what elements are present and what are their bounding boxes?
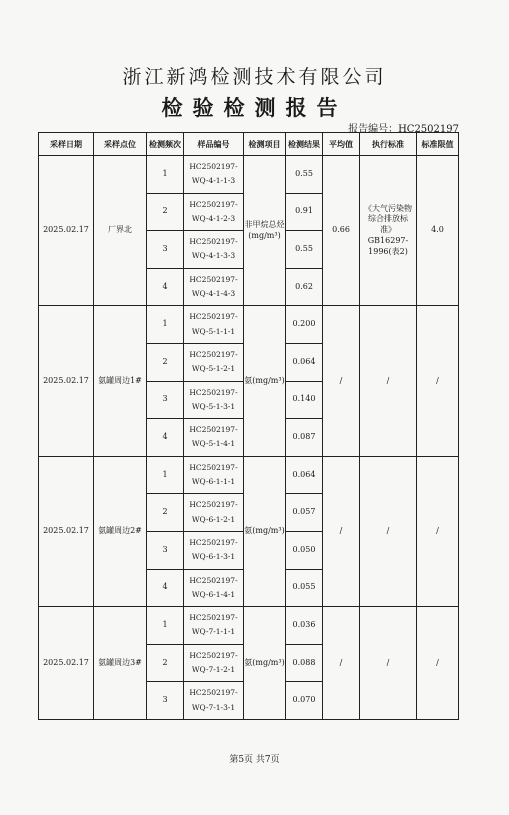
- sample-code-cell: HC2502197-WQ-6-1-4-1: [184, 569, 244, 607]
- average-cell: /: [323, 607, 360, 720]
- standard-cell: /: [360, 607, 417, 720]
- average-cell: /: [323, 306, 360, 456]
- test-item-cell: 氨(mg/m³): [244, 607, 286, 720]
- result-cell: 0.050: [286, 531, 323, 569]
- test-item-cell: 氨(mg/m³): [244, 456, 286, 606]
- sampling-location-cell: 氨罐周边3#: [94, 607, 147, 720]
- frequency-cell: 4: [147, 268, 184, 306]
- sample-code-cell: HC2502197-WQ-5-1-2-1: [184, 343, 244, 381]
- standard-cell: /: [360, 306, 417, 456]
- result-cell: 0.057: [286, 494, 323, 532]
- company-name: 浙江新鸿检测技术有限公司: [122, 66, 387, 88]
- col-header-date: 采样日期: [39, 133, 94, 156]
- sampling-location-cell: 厂界北: [94, 156, 147, 306]
- col-header-result: 检测结果: [286, 133, 323, 156]
- frequency-cell: 1: [147, 607, 184, 645]
- table-row: [39, 306, 459, 344]
- result-cell: 0.088: [286, 644, 323, 682]
- page-footer: 第5页 共7页: [229, 755, 280, 765]
- col-header-limit: 标准限值: [417, 133, 459, 156]
- sampling-date-cell: 2025.02.17: [39, 456, 94, 606]
- sampling-date-cell: 2025.02.17: [39, 306, 94, 456]
- sample-code-cell: HC2502197-WQ-5-1-1-1: [184, 306, 244, 344]
- col-header-sample-code: 样品编号: [184, 133, 244, 156]
- test-item-cell: 氨(mg/m³): [244, 306, 286, 456]
- result-cell: 0.140: [286, 381, 323, 419]
- frequency-cell: 2: [147, 343, 184, 381]
- result-cell: 0.91: [286, 193, 323, 231]
- frequency-cell: 2: [147, 644, 184, 682]
- sample-code-cell: HC2502197-WQ-6-1-1-1: [184, 456, 244, 494]
- result-cell: 0.064: [286, 456, 323, 494]
- col-header-item: 检测项目: [244, 133, 286, 156]
- sample-code-cell: HC2502197-WQ-4-1-1-3: [184, 156, 244, 194]
- test-item-cell: 非甲烷总烃 (mg/m³): [244, 156, 286, 306]
- limit-cell: /: [417, 456, 459, 606]
- limit-cell: 4.0: [417, 156, 459, 306]
- frequency-cell: 4: [147, 419, 184, 457]
- result-cell: 0.62: [286, 268, 323, 306]
- col-header-frequency: 检测频次: [147, 133, 184, 156]
- results-table: [38, 132, 459, 720]
- table-header-row: [39, 133, 459, 156]
- result-cell: 0.064: [286, 343, 323, 381]
- sample-code-cell: HC2502197-WQ-6-1-3-1: [184, 531, 244, 569]
- sample-code-cell: HC2502197-WQ-7-1-1-1: [184, 607, 244, 645]
- frequency-cell: 3: [147, 531, 184, 569]
- frequency-cell: 3: [147, 231, 184, 269]
- table-row: [39, 607, 459, 645]
- frequency-cell: 4: [147, 569, 184, 607]
- result-cell: 0.070: [286, 682, 323, 720]
- frequency-cell: 1: [147, 306, 184, 344]
- frequency-cell: 1: [147, 156, 184, 194]
- sample-code-cell: HC2502197-WQ-5-1-3-1: [184, 381, 244, 419]
- frequency-cell: 3: [147, 682, 184, 720]
- sample-code-cell: HC2502197-WQ-7-1-2-1: [184, 644, 244, 682]
- result-cell: 0.55: [286, 231, 323, 269]
- average-cell: /: [323, 456, 360, 606]
- frequency-cell: 1: [147, 456, 184, 494]
- frequency-cell: 2: [147, 193, 184, 231]
- table-row: [39, 456, 459, 494]
- standard-cell: /: [360, 456, 417, 606]
- table-body: [39, 156, 459, 720]
- table-row: [39, 156, 459, 194]
- col-header-location: 采样点位: [94, 133, 147, 156]
- result-cell: 0.055: [286, 569, 323, 607]
- result-cell: 0.036: [286, 607, 323, 645]
- average-cell: 0.66: [323, 156, 360, 306]
- frequency-cell: 3: [147, 381, 184, 419]
- sampling-date-cell: 2025.02.17: [39, 607, 94, 720]
- sample-code-cell: HC2502197-WQ-4-1-2-3: [184, 193, 244, 231]
- sample-code-cell: HC2502197-WQ-4-1-4-3: [184, 268, 244, 306]
- sampling-location-cell: 氨罐周边1#: [94, 306, 147, 456]
- limit-cell: /: [417, 306, 459, 456]
- col-header-standard: 执行标准: [360, 133, 417, 156]
- result-cell: 0.087: [286, 419, 323, 457]
- result-cell: 0.200: [286, 306, 323, 344]
- report-title: 检验检测报告: [161, 95, 348, 120]
- sample-code-cell: HC2502197-WQ-5-1-4-1: [184, 419, 244, 457]
- sampling-date-cell: 2025.02.17: [39, 156, 94, 306]
- standard-cell: 《大气污染物综合排放标准》GB16297-1996(表2): [360, 156, 417, 306]
- sample-code-cell: HC2502197-WQ-6-1-2-1: [184, 494, 244, 532]
- sample-code-cell: HC2502197-WQ-4-1-3-3: [184, 231, 244, 269]
- sample-code-cell: HC2502197-WQ-7-1-3-1: [184, 682, 244, 720]
- frequency-cell: 2: [147, 494, 184, 532]
- sampling-location-cell: 氨罐周边2#: [94, 456, 147, 606]
- limit-cell: /: [417, 607, 459, 720]
- col-header-average: 平均值: [323, 133, 360, 156]
- report-number: 报告编号：HC2502197: [348, 124, 459, 135]
- result-cell: 0.55: [286, 156, 323, 194]
